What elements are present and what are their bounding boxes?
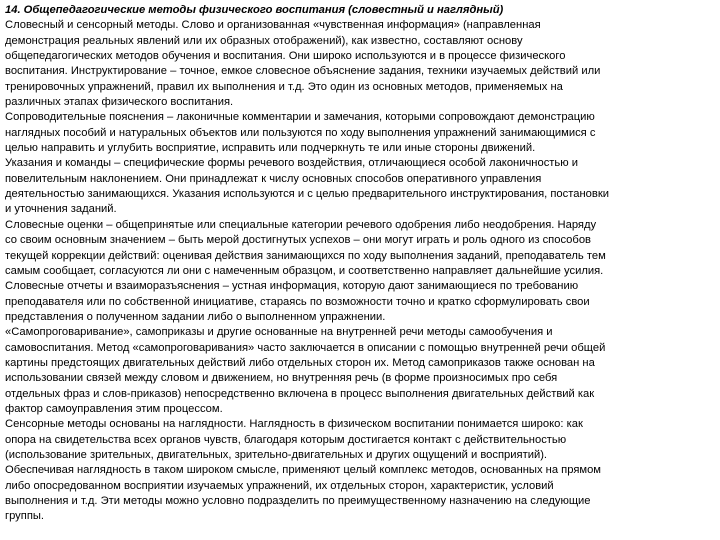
paragraph [5, 463, 715, 524]
document-title: 14. Общепедагогические методы физического воспитания (словестный и наглядный) [5, 4, 504, 16]
text-line: текущей коррекции действий: оценивая действия занимающихся по ходу выполнения заданий, преподаватель тем [5, 249, 606, 262]
text-line: Указания и команды – специфические формы речевого воздействия, отличающиеся особой лаконичностью и [5, 157, 578, 170]
text-line: Обеспечивая наглядность в таком широком смысле, применяют целый комплекс методов, основанных на прямом [5, 464, 601, 477]
paragraph [5, 417, 715, 463]
text-line: (использование зрительных, двигательных, зрительно-двигательных и других ощущений и восприятий). [5, 448, 548, 461]
text-line: либо опосредованном восприятии изучаемых упражнений, их отдельных сторон, характеристик, условий [5, 479, 554, 492]
paragraph [5, 325, 715, 417]
text-line: общепедагогических методов обучения и воспитания. Они широко используются и в процессе физического [5, 50, 566, 63]
text-line: Словесные отчеты и взаиморазъяснения – устная информация, которую дают занимающиеся по требованию [5, 280, 579, 293]
text-line: демонстрация реальных явлений или их образных отображений), как известно, составляют основу [5, 34, 523, 47]
text-line: картины предстоящих двигательных действий либо отдельных сторон их. Метод самоприказов также основан на [5, 356, 595, 369]
text-line: Словесный и сенсорный методы. Слово и организованная «чувственная информация» (направленная [5, 19, 541, 32]
text-line: и уточнения заданий. [5, 203, 117, 216]
text-line: «Самопроговаривание», самоприказы и другие основанные на внутренней речи методы самообучения и [5, 326, 553, 339]
text-line: выполнения и т.д. Эти методы можно условно подразделить по преимущественному назначению на следующие [5, 495, 591, 507]
paragraph [5, 110, 715, 156]
text-line: представления о полученном задании либо о выполненном упражнении. [5, 310, 386, 323]
text-line: повелительным наклонением. Они принадлежат к числу основных способов оперативного управления [5, 172, 542, 185]
paragraph [5, 279, 715, 325]
text-line: воспитания. Инструктирование – точное, емкое словесное объяснение задания, техники изучаемых действий или [5, 65, 601, 78]
paragraph [5, 156, 715, 217]
text-line: преподавателя или по собственной инициативе, стараясь по возможности точно и кратко сформулировать свои [5, 295, 590, 308]
paragraph [5, 218, 715, 279]
text-line: деятельностью занимающихся. Указания используются и с целью предварительного инструктирования, постановки [5, 188, 609, 201]
text-line: со своим основным значением – быть мерой достигнутых успехов – они могут играть и роль одного из способов [5, 234, 591, 247]
text-line: отдельных фраз и слов-приказов) непосредственно включена в процесс выполнения двигательных действий как [5, 387, 595, 400]
text-line: самым сообщает, согласуются ли они с намеченным образцом, и соответственно направляет дальнейшие усилия. [5, 264, 604, 277]
text-line: группы. [5, 510, 45, 523]
text-line: использовании связей между словом и движением, но внутренняя речь (в форме произносимых про себя [5, 372, 558, 385]
text-line: тренировочных упражнений, правил их выполнения и т.д. Это один из основных методов, применяемых на [5, 80, 563, 93]
text-line: опора на свидетельства всех органов чувств, благодаря которым достигается контакт с действительностью [5, 433, 567, 446]
text-line: различных этапах физического воспитания. [5, 96, 234, 109]
text-line: фактор самоуправления этим процессом. [5, 402, 223, 415]
text-line: целью направить и углубить восприятие, исправить или подчеркнуть те или иные стороны движений. [5, 142, 536, 155]
text-line: самовоспитания. Метод «самопроговаривания» часто заключается в описании с помощью внутренней речи общей [5, 341, 606, 354]
text-line: Сенсорные методы основаны на наглядности. Наглядность в физическом воспитании понимается широко: как [5, 418, 583, 431]
paragraph [5, 18, 715, 110]
text-line: Сопроводительные пояснения – лаконичные комментарии и замечания, которыми сопровождают демонстрацию [5, 111, 595, 124]
document-body [5, 18, 715, 524]
text-line: Словесные оценки – общепринятые или специальные категории речевого одобрения либо неодобрения. Наряду [5, 218, 597, 231]
text-line: наглядных пособий и натуральных объектов или пользуются по ходу выполнения упражнений занимающимися с [5, 126, 596, 139]
